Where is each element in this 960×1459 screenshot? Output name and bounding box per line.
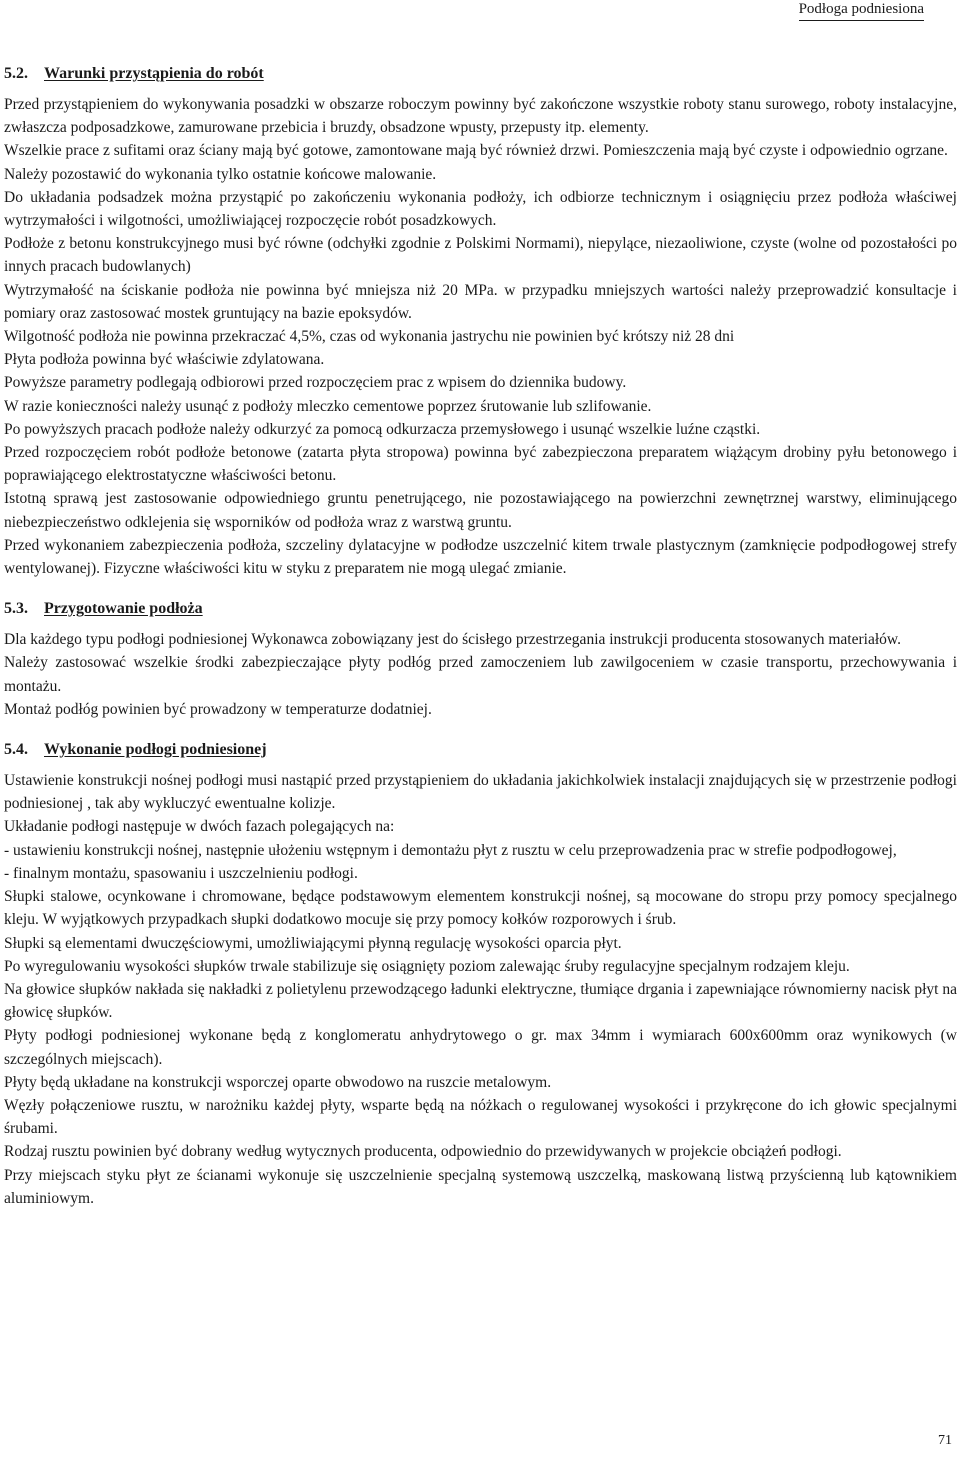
paragraph: Układanie podłogi następuje w dwóch fazach polegających na: bbox=[4, 818, 395, 836]
paragraph: Wilgotność podłoża nie powinna przekraczać 4,5%, czas od wykonania jastrychu nie powinien być krótszy niż 28 dni bbox=[4, 328, 735, 346]
list-item: - finalnym montażu, spasowaniu i uszczelnieniu podłogi. bbox=[4, 864, 358, 882]
paragraph: Słupki stalowe, ocynkowane i chromowane, będące podstawowym elementem konstrukcji nośnej, są mocowane do stropu przy pomocy specjalnego kleju. W wyjątkowych przypadkach słupki dodatkowo mocuje się przy pomocy kołków rozporowych i śrub. bbox=[4, 888, 957, 929]
paragraph: Istotną sprawą jest zastosowanie odpowiedniego gruntu penetrującego, nie pozostawiającego na powierzchni zewnętrznej warstwy, eliminującego niebezpieczeństwo odklejenia się wsporników od podłoża wraz z warstwą gruntu. bbox=[4, 490, 957, 531]
document-body bbox=[4, 62, 957, 1210]
section-title: Wykonanie podłogi podniesionej bbox=[44, 741, 267, 759]
paragraph: Przy miejscach styku płyt ze ścianami wykonuje się uszczelnienie specjalną systemową uszczelką, maskowaną listwą przyścienną lub kątownikiem aluminiowym. bbox=[4, 1166, 957, 1207]
page-number: 71 bbox=[938, 1433, 952, 1448]
paragraph: Wytrzymałość na ściskanie podłoża nie powinna być mniejsza niż 20 MPa. w przypadku mniejszych wartości należy przeprowadzić konsultacje i pomiary oraz zastosować mostek gruntujący na bazie epoksydów. bbox=[4, 281, 957, 322]
paragraph: Przed rozpoczęciem robót podłoże betonowe (zatarta płyta stropowa) powinna być zabezpieczona preparatem wiążącym drobiny pyłu betonowego i poprawiającego elektrostatyczne właściwości betonu. bbox=[4, 444, 957, 485]
paragraph: Po wyregulowaniu wysokości słupków trwale stabilizuje się osiągnięty poziom zalewając śruby regulacyjne specjalnym rodzajem kleju. bbox=[4, 957, 850, 975]
paragraph: Na głowice słupków nakłada się nakładki z polietylenu przewodzącego ładunki elektryczne, tłumiące drgania i zapewniające równomierny nacisk płyt na głowicę słupków. bbox=[4, 980, 957, 1022]
paragraph: Płyty podłogi podniesionej wykonane będą z konglomeratu anhydrytowego o gr. max 34mm i wymiarach 600x600mm oraz wynikowych (w szczególnych miejscach). bbox=[4, 1027, 957, 1068]
paragraph: Po powyższych pracach podłoże należy odkurzyć za pomocą odkurzacza przemysłowego i usunąć wszelkie luźne cząstki. bbox=[4, 420, 761, 438]
paragraph: Powyższe parametry podlegają odbiorowi przed rozpoczęciem prac z wpisem do dziennika budowy. bbox=[4, 374, 627, 392]
section-spacer bbox=[4, 580, 957, 597]
paragraph: Węzły połączeniowe rusztu, w narożniku każdej płyty, wsparte będą na nóżkach o regulowanej wysokości i przykręcone do ich głowic specjalnymi śrubami. bbox=[4, 1096, 957, 1138]
paragraph: Przed wykonaniem zabezpieczenia podłoża, szczeliny dylatacyjne w podłodze uszczelnić kitem trwale plastycznym (zamknięcie podpodłogowej strefy wentylowanej). Fizyczne właściwości kitu w styku z preparatem nie mogą ulegać zmianie. bbox=[4, 536, 957, 578]
paragraph: Rodzaj rusztu powinien być dobrany według wytycznych producenta, odpowiednio do przewidywanych w projekcie obciążeń podłogi. bbox=[4, 1143, 842, 1161]
paragraph: Należy zastosować wszelkie środki zabezpieczające płyty podłóg przed zamoczeniem lub zawilgoceniem w czasie transportu, przechowywania i montażu. bbox=[4, 654, 957, 695]
section-heading-5-4 bbox=[4, 738, 957, 761]
running-header: Podłoga podniesiona bbox=[799, 0, 924, 21]
paragraph: Podłoże z betonu konstrukcyjnego musi być równe (odchyłki zgodnie z Polskimi Normami), niepylące, niezaoliwione, czyste (wolne od pozostałości po innych pracach budowlanych) bbox=[4, 235, 957, 276]
section-title: Przygotowanie podłoża bbox=[44, 600, 203, 618]
paragraph: Wszelkie prace z sufitami oraz ściany mają być gotowe, zamontowane mają być również drzwi. Pomieszczenia mają być czyste i odpowiednio ogrzane. bbox=[4, 142, 948, 160]
paragraph: Należy pozostawić do wykonania tylko ostatnie końcowe malowanie. bbox=[4, 165, 437, 183]
paragraph: Płyty będą układane na konstrukcji wsporczej oparte obwodowo na ruszcie metalowym. bbox=[4, 1073, 552, 1091]
paragraph: Montaż podłóg powinien być prowadzony w temperaturze dodatniej. bbox=[4, 700, 432, 718]
section-number: 5.3. bbox=[4, 600, 28, 618]
paragraph: Dla każdego typu podłogi podniesionej Wykonawca zobowiązany jest do ścisłego przestrzegania instrukcji producenta stosowanych materiałów. bbox=[4, 631, 901, 649]
paragraph: Ustawienie konstrukcji nośnej podłogi musi nastąpić przed przystąpieniem do układania jakichkolwiek instalacji znajdujących się w przestrzenie podłogi podniesionej , tak aby wykluczyć ewentualne kolizje. bbox=[4, 772, 957, 813]
paragraph: Do układania podsadzek można przystąpić po zakończeniu wykonania podłoży, ich odbiorze technicznym i osiągnięciu przez podłoża właściwej wytrzymałości i wilgotności, umożliwiającej rozpoczęcie robót posadzkowych. bbox=[4, 188, 957, 230]
paragraph: W razie konieczności należy usunąć z podłoży mleczko cementowe poprzez śrutowanie lub szlifowanie. bbox=[4, 397, 652, 415]
paragraph: Przed przystąpieniem do wykonywania posadzki w obszarze roboczym powinny być zakończone wszystkie roboty stanu surowego, roboty instalacyjne, zwłaszcza podposadzkowe, zamurowane przebicia i bruzdy, obsadzone wpusty, przepusty itp. elementy. bbox=[4, 96, 957, 137]
section-spacer bbox=[4, 721, 957, 738]
section-number: 5.2. bbox=[4, 65, 28, 82]
section-title: Warunki przystąpienia do robót bbox=[44, 65, 264, 82]
section-heading-5-2 bbox=[4, 62, 957, 85]
section-number: 5.4. bbox=[4, 741, 28, 759]
paragraph: Słupki są elementami dwuczęściowymi, umożliwiającymi płynną regulację wysokości oparcia płyt. bbox=[4, 934, 622, 952]
section-heading-5-3 bbox=[4, 597, 957, 620]
paragraph: Płyta podłoża powinna być właściwie zdylatowana. bbox=[4, 351, 325, 369]
list-item: - ustawieniu konstrukcji nośnej, następnie ułożeniu wstępnym i demontażu płyt z rusztu w celu przeprowadzenia prac w strefie podpodłogowej, bbox=[4, 841, 897, 859]
